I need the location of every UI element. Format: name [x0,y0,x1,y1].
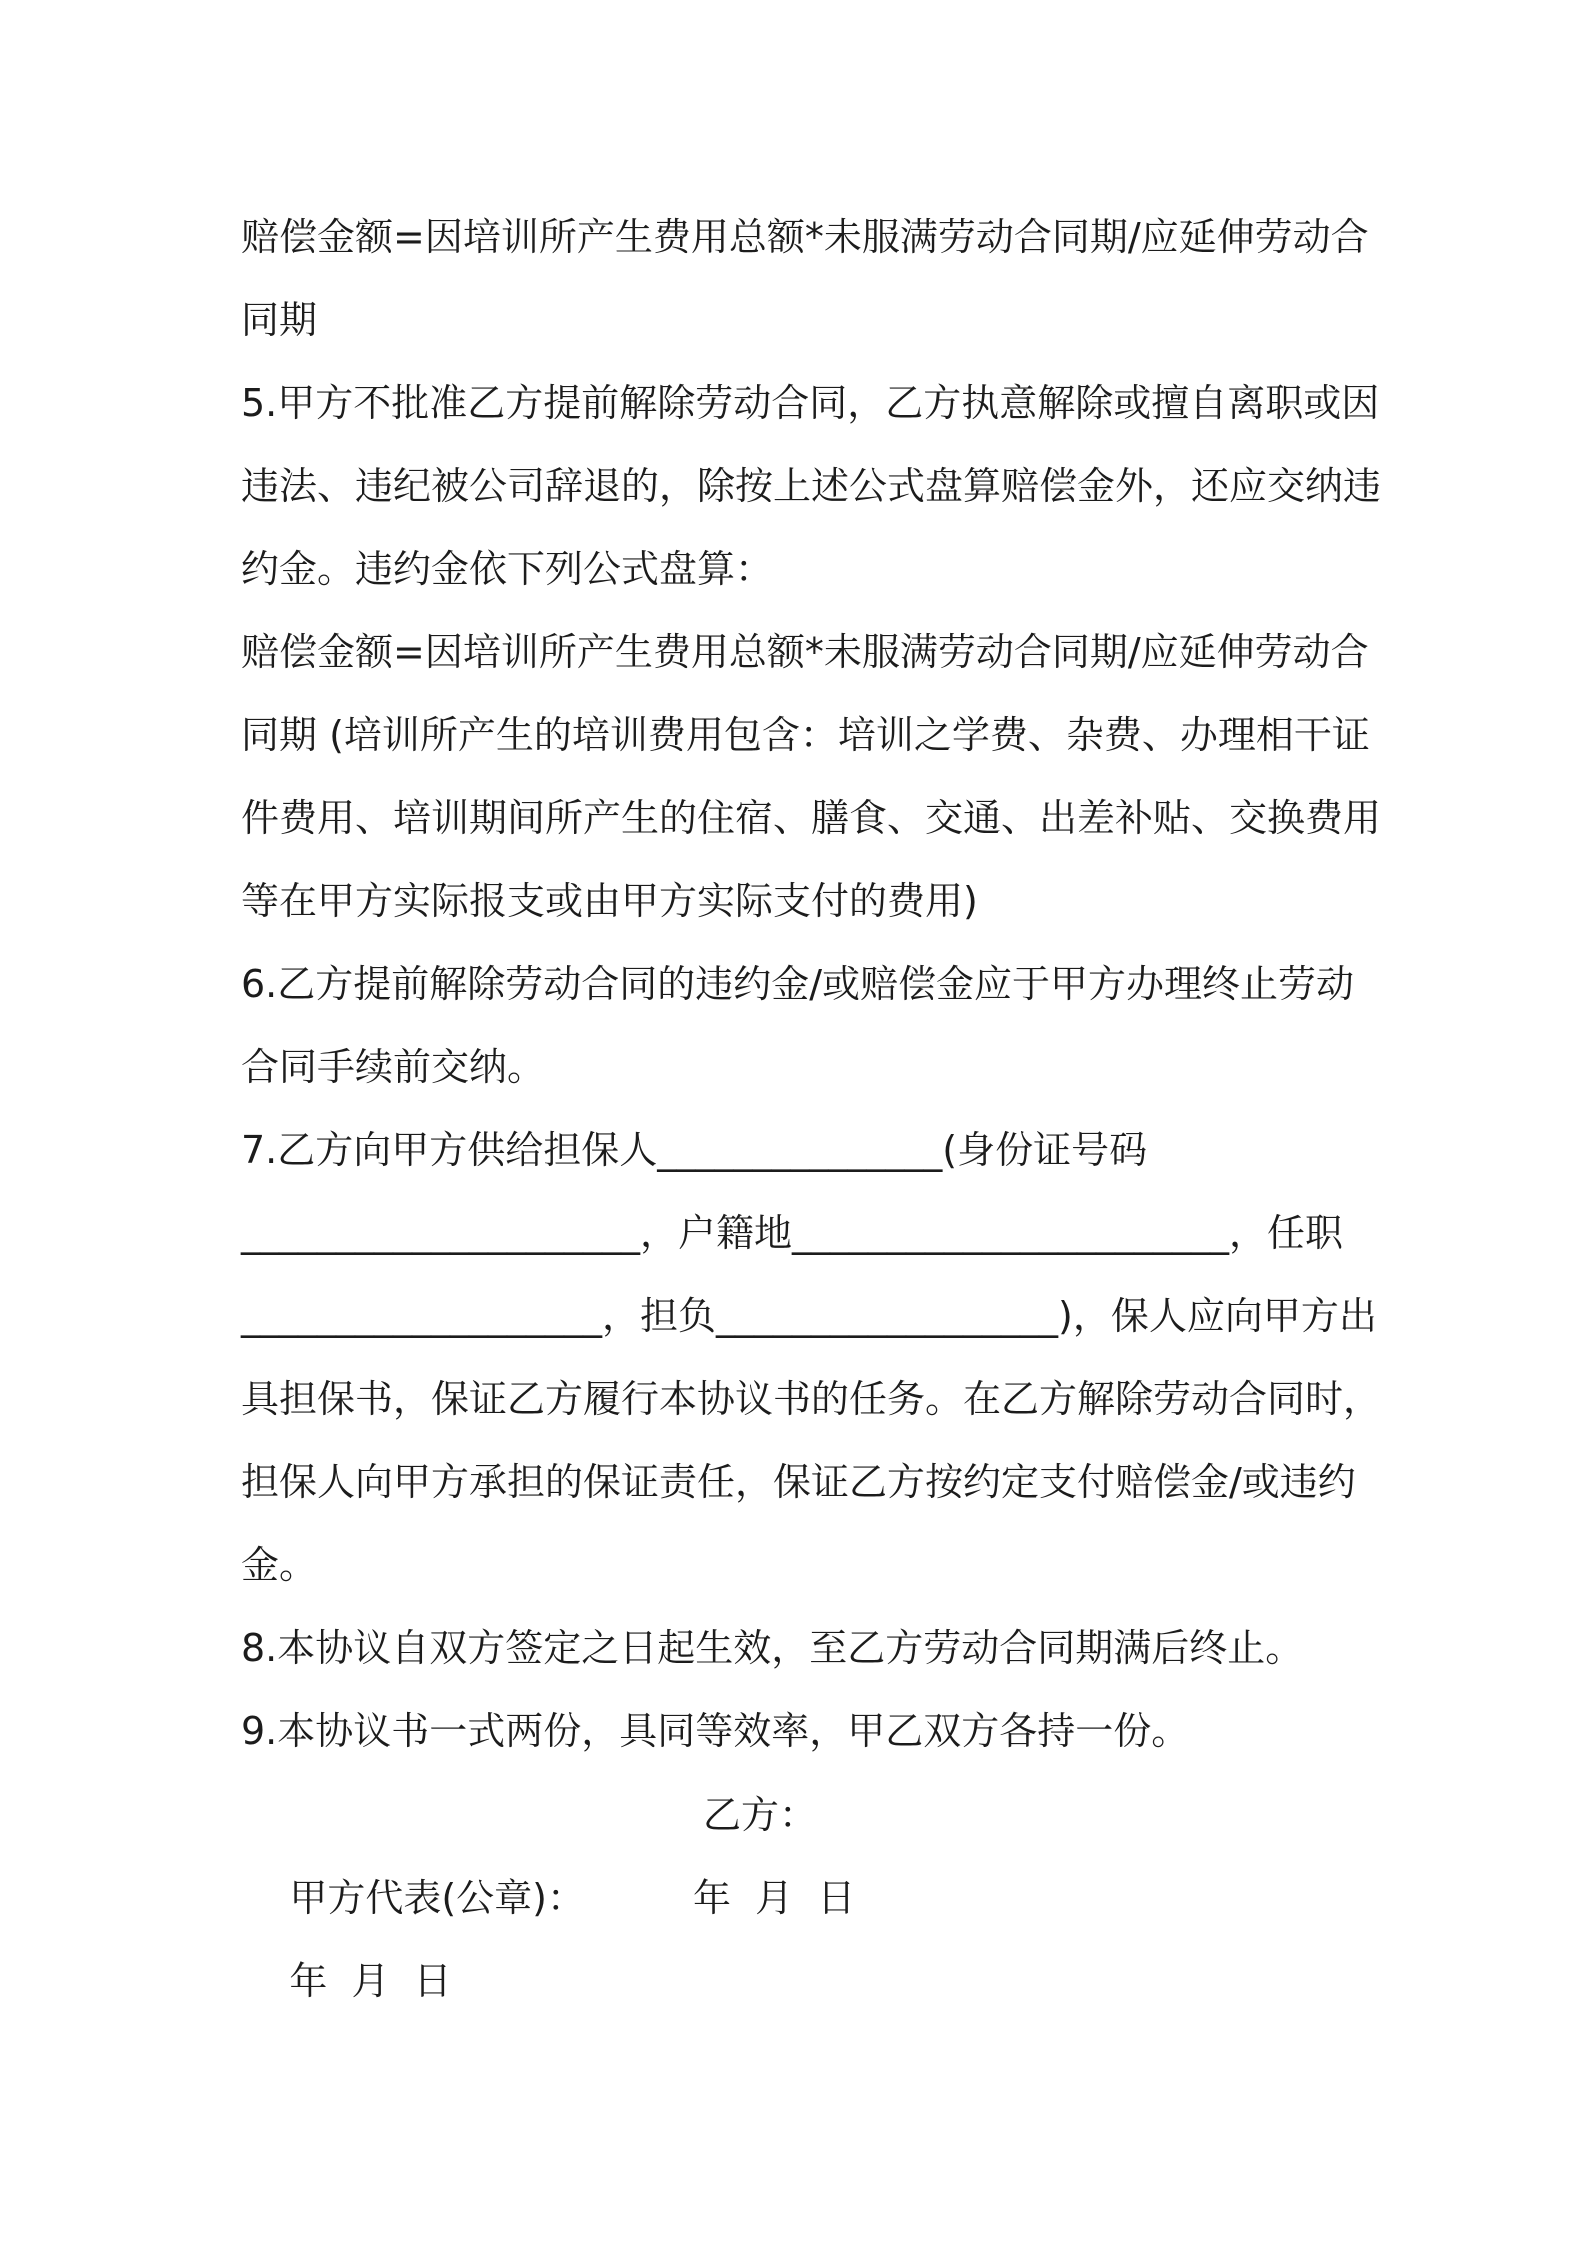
clause-5-line-2: 违法、违纪被公司辞退的，除按上述公式盘算赔偿金外，还应交纳违 [241,464,1382,508]
clause-5-line-3: 约金。违约金依下列公式盘算： [241,547,774,591]
formula-2-line-2: 同期 (培训所产生的培训费用包含：培训之学费、杂费、办理相干证 [241,713,1370,757]
formula-2-line-1: 赔偿金额=因培训所产生费用总额*未服满劳动合同期/应延伸劳动合 [241,630,1369,674]
party-a-date: 年 月 日 [289,1959,452,2003]
clause-7-line-2: _____________________，户籍地_______________________，任职 [241,1211,1344,1255]
signature-dates-row [241,1857,856,2189]
clause-6-line-1: 6.乙方提前解除劳动合同的违约金/或赔偿金应于甲方办理终止劳动 [241,962,1355,1006]
formula-2-line-4: 等在甲方实际报支或由甲方实际支付的费用) [241,879,978,923]
formula-1-line-1: 赔偿金额=因培训所产生费用总额*未服满劳动合同期/应延伸劳动合 [241,215,1369,259]
clause-5-line-1: 5.甲方不批准乙方提前解除劳动合同，乙方执意解除或擅自离职或因 [241,381,1380,425]
clause-7-line-5: 担保人向甲方承担的保证责任，保证乙方按约定支付赔偿金/或违约 [241,1460,1356,1504]
formula-1-line-2: 同期 [241,298,318,342]
clause-7-line-4: 具担保书，保证乙方履行本协议书的任务。在乙方解除劳动合同时， [241,1377,1382,1421]
clause-7-line-3: ___________________，担负__________________)，保人应向甲方出 [241,1294,1377,1338]
formula-2-line-3: 件费用、培训期间所产生的住宿、膳食、交通、出差补贴、交换费用 [241,796,1382,840]
clause-6-line-2: 合同手续前交纳。 [241,1045,546,1089]
clause-9-line-1: 9.本协议书一式两份，具同等效率，甲乙双方各持一份。 [241,1709,1190,1753]
clause-7-line-6: 金。 [241,1543,318,1587]
party-a-label: 甲方代表(公章)： [289,1876,585,1920]
party-b-label: 乙方： [703,1793,818,1837]
clause-7-line-1: 7.乙方向甲方供给担保人_______________(身份证号码 [241,1128,1148,1172]
party-b-date: 年 月 日 [693,1876,856,1920]
clause-8-line-1: 8.本协议自双方签定之日起生效，至乙方劳动合同期满后终止。 [241,1626,1304,1670]
agreement-body [241,196,1382,1773]
